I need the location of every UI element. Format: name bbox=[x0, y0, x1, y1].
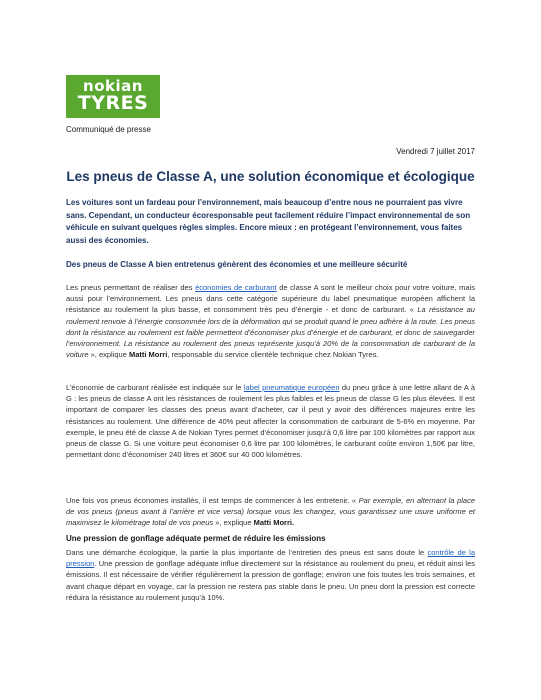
paragraph-4 bbox=[66, 547, 475, 603]
paragraph-2 bbox=[66, 382, 475, 460]
link-eu-tyre-label[interactable]: label pneumatique européen bbox=[243, 383, 340, 392]
section-heading-pressure: Une pression de gonflage adéquate permet de réduire les émissions bbox=[66, 534, 326, 543]
paragraph-text: Dans une démarche écologique, la partie la plus importante de l’entretien des pneus est sans doute le bbox=[66, 548, 428, 557]
paragraph-text: L’économie de carburant réalisée est indiquée sur le bbox=[66, 383, 244, 392]
paragraph-3 bbox=[66, 495, 475, 529]
logo-line-1: nokian bbox=[83, 77, 143, 95]
nokian-tyres-logo bbox=[66, 75, 160, 118]
link-pressure-check[interactable]: contrôle de la pression bbox=[66, 548, 476, 569]
link-fuel-savings[interactable]: économies de carburant bbox=[195, 283, 277, 292]
section-heading-class-a: Des pneus de Classe A bien entretenus génèrent des économies et une meilleure sécurité bbox=[66, 260, 408, 269]
release-date: Vendredi 7 juillet 2017 bbox=[396, 147, 475, 156]
paragraph-text: », explique bbox=[88, 350, 129, 360]
paragraph-text: . Une pression de gonflage adéquate influe directement sur la résistance au roulement du pneu, et réduit ainsi les émissions. Il est nécessaire de vérifier régulièrement la pression de gonflage; environ une fois toutes les trois semaines, et avant chaque départ en voyage, car la pression ne restera pas stable dans le pneu. Un pneu dont la pression est correcte réduira la résistance au roulement jusqu’à 10%. bbox=[66, 559, 475, 602]
paragraph-1 bbox=[66, 282, 475, 360]
paragraph-text: du pneu grâce à une lettre allant de A à G : les pneus de classe A ont les résistances de roulement les plus faibles et les pneus de classe G les plus élevées. Il est important de comparer les classes des pneus avant d’acheter, car il peut y avoir des différences majeures entre les résistances au roulement. Une différence de 40% peut affecter la consommation de carburant de 5-6% en moyenne. Par exemple, le pneu été de classe A de Nokian Tyres permet d’économiser jusqu’à 0,6 litre par 100 kilomètres par rapport aux pneus de classe G. Si une voiture peut économiser 0,6 litre par 100 kilomètres, le carburant coûte environ 1,50€ par litre, permettant donc d’économiser 240 litres et 360€ sur 40 000 kilomètres. bbox=[66, 383, 475, 460]
press-release-label: Communiqué de presse bbox=[66, 125, 151, 134]
paragraph-text: de classe A sont le meilleur choix pour votre voiture, mais aussi pour l’environnement. Les pneus dans cette catégorie supérieure du label pneumatique européen affichent la résistance au roulement la plus basse, et consomment très peu d’énergie - et donc de carburant. « bbox=[66, 283, 475, 315]
quote-text: La résistance au roulement renvoie à l’énergie consommée lors de la déformation qui se produit quand le pneu adhère à la route. Les pneus dont la résistance au roulement est faible permettent d’économiser plus d’énergie et de carburant, et donc de sauvegarder l’environnement. La résistance au roulement des pneus représente jusqu’à 20% de la consommation de carburant de la voiture bbox=[66, 305, 475, 360]
quote-text: Par exemple, en alternant la place de vos pneus (pneus avant à l’arrière et vice versa) lorsque vous les changez, vous garantissez une usure uniforme et maximisez le kilométrage total de vos pneus bbox=[66, 496, 475, 528]
person-name: Matti Morri. bbox=[253, 518, 295, 528]
paragraph-text: , responsable du service clientèle technique chez Nokian Tyres. bbox=[167, 350, 379, 360]
person-name: Matti Morri bbox=[128, 350, 168, 360]
paragraph-text: Une fois vos pneus économes installés, il est temps de commencer à les entretenir. « bbox=[66, 496, 359, 505]
intro-paragraph: Les voitures sont un fardeau pour l’environnement, mais beaucoup d’entre nous ne pourraient pas vivre sans. Cependant, un conducteur écoresponsable peut facilement réduire l’impact environnemental de son véhicule en suivant quelques règles simples. Encore mieux : en protégeant l’environnement, vous faites aussi des économies. bbox=[66, 198, 471, 245]
paragraph-text: », explique bbox=[213, 518, 254, 528]
logo-line-2: TYRES bbox=[77, 92, 149, 114]
page-title: Les pneus de Classe A, une solution économique et écologique bbox=[66, 169, 475, 184]
paragraph-text: Les pneus permettant de réaliser des bbox=[66, 283, 196, 292]
